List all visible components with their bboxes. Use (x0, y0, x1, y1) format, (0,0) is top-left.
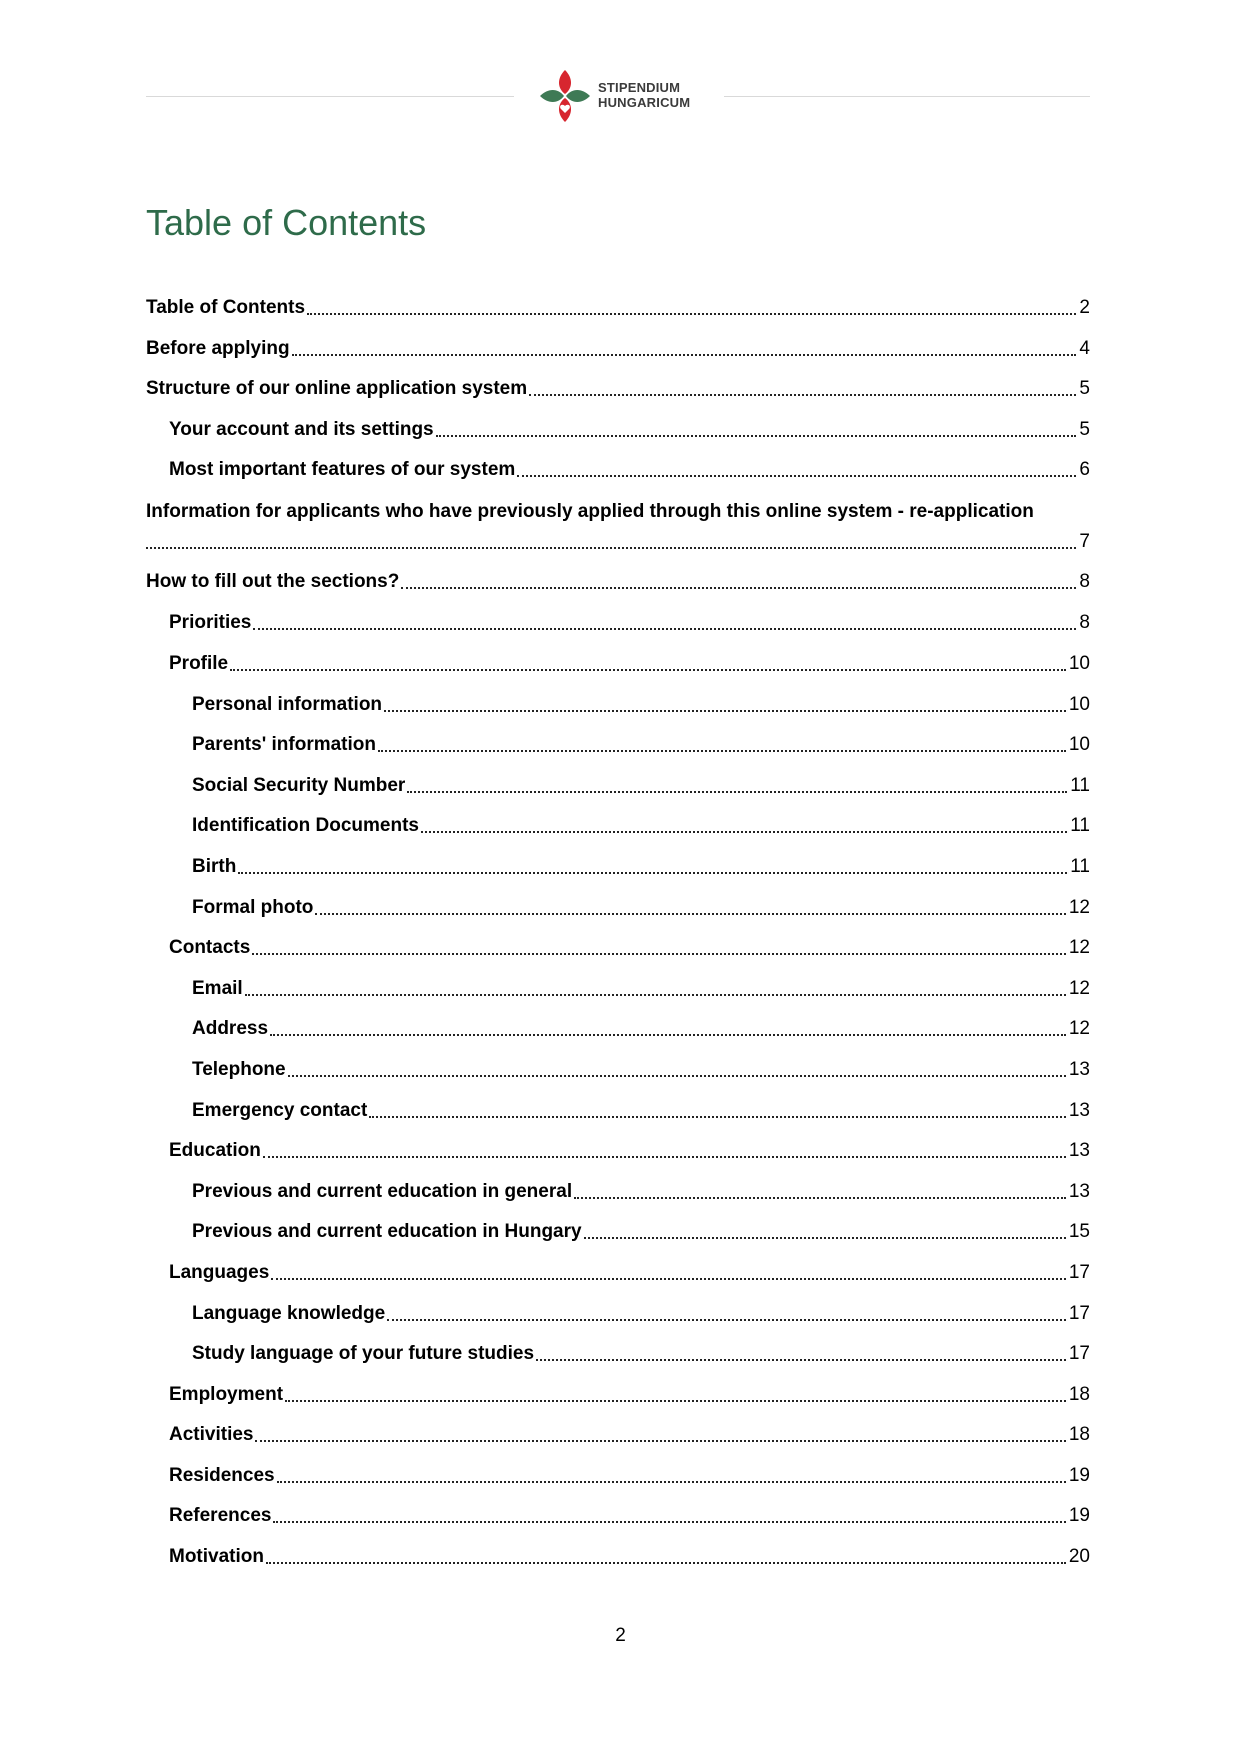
toc-entry-text: Priorities (169, 612, 252, 633)
toc-page-number: 8 (1079, 612, 1090, 633)
toc-page-number: 11 (1070, 815, 1090, 836)
toc-leader (266, 1562, 1066, 1564)
toc-leader (536, 1359, 1066, 1361)
toc-page-number: 5 (1079, 419, 1090, 440)
toc-page-number: 12 (1068, 1018, 1090, 1039)
toc-entry[interactable] (192, 814, 1090, 838)
toc-entry[interactable] (169, 611, 1090, 635)
toc-page-number: 12 (1068, 937, 1090, 958)
toc-entry[interactable] (192, 1302, 1090, 1326)
toc-page-number: 19 (1068, 1505, 1090, 1526)
toc-entry[interactable] (169, 1423, 1090, 1447)
toc-entry-text[interactable]: Information for applicants who have previously applied through this online system - re-application (146, 501, 1034, 522)
toc-leader (421, 831, 1067, 833)
toc-leader (255, 1440, 1065, 1442)
toc-leader (277, 1481, 1066, 1483)
toc-leader (584, 1237, 1066, 1239)
toc-entry-text: Parents' information (192, 734, 376, 755)
toc-leader (574, 1197, 1066, 1199)
toc-entry[interactable] (169, 936, 1090, 960)
toc-entry-text: Telephone (192, 1059, 286, 1080)
toc-entry[interactable] (169, 1464, 1090, 1488)
toc-page-number: 15 (1068, 1221, 1090, 1242)
toc-entry[interactable] (169, 418, 1090, 442)
toc-leader (387, 1319, 1066, 1321)
toc-entry[interactable] (192, 693, 1090, 717)
toc-entry-text: Previous and current education in Hungary (192, 1221, 582, 1242)
toc-page-number: 12 (1068, 897, 1090, 918)
toc-leader (517, 475, 1076, 477)
logo-line-1: STIPENDIUM (598, 80, 681, 95)
toc-entry-text: Identification Documents (192, 815, 419, 836)
toc-page-number: 2 (1079, 297, 1090, 318)
toc-entry-text: Contacts (169, 937, 251, 958)
toc-entry-text: Your account and its settings (169, 419, 434, 440)
toc-leader (292, 354, 1077, 356)
toc-leader (307, 313, 1076, 315)
logo-line-2: HUNGARICUM (598, 95, 691, 110)
toc-entry-text: Structure of our online application system (146, 378, 528, 399)
toc-entry[interactable] (146, 377, 1090, 401)
toc-entry[interactable] (146, 296, 1090, 320)
toc-entry[interactable] (169, 652, 1090, 676)
toc-page-number: 13 (1068, 1181, 1090, 1202)
toc-entry-text: Birth (192, 856, 237, 877)
toc-leader (253, 628, 1076, 630)
stipendium-hungaricum-logo (538, 66, 714, 126)
toc-entry-text: Social Security Number (192, 775, 406, 796)
toc-leader (288, 1075, 1066, 1077)
toc-leader (238, 872, 1067, 874)
toc-entry[interactable] (192, 977, 1090, 1001)
toc-leader (384, 710, 1066, 712)
header-rule-right (724, 96, 1090, 97)
toc-entry[interactable] (192, 1180, 1090, 1204)
toc-entry-text: Study language of your future studies (192, 1343, 535, 1364)
toc-page-number: 17 (1068, 1303, 1090, 1324)
toc-leader (245, 994, 1066, 996)
toc-entry-text: Emergency contact (192, 1100, 368, 1121)
toc-page-number: 8 (1079, 571, 1090, 592)
toc-page-number: 17 (1068, 1262, 1090, 1283)
toc-page-number: 13 (1068, 1140, 1090, 1161)
toc-entry[interactable] (146, 570, 1090, 594)
toc-entry-text: Before applying (146, 338, 290, 359)
toc-leader (436, 435, 1077, 437)
toc-entry[interactable] (192, 896, 1090, 920)
page-header (146, 66, 1090, 126)
toc-entry-text: Formal photo (192, 897, 314, 918)
toc-page-number: 18 (1068, 1384, 1090, 1405)
toc-page-number: 13 (1068, 1100, 1090, 1121)
toc-leader (270, 1034, 1066, 1036)
toc-leader (378, 750, 1066, 752)
toc-entry[interactable] (146, 337, 1090, 361)
toc-entry-text: Education (169, 1140, 261, 1161)
header-rule-left (146, 96, 514, 97)
toc-page-number: 6 (1079, 459, 1090, 480)
page-number: 2 (615, 1625, 626, 1646)
toc-entry[interactable] (192, 1017, 1090, 1041)
toc-entry-text: Personal information (192, 694, 383, 715)
toc-entry[interactable] (169, 458, 1090, 482)
toc-leader (273, 1521, 1065, 1523)
toc-page-number: 17 (1068, 1343, 1090, 1364)
toc-page-number: 10 (1068, 694, 1090, 715)
toc-page-number: 10 (1068, 653, 1090, 674)
toc-entry[interactable] (192, 855, 1090, 879)
toc-entry[interactable] (192, 1342, 1090, 1366)
toc-entry[interactable] (169, 1383, 1090, 1407)
toc-entry-text: Motivation (169, 1546, 264, 1567)
toc-leader (252, 953, 1066, 955)
toc-entry[interactable] (169, 1504, 1090, 1528)
toc-entry-text: Email (192, 978, 243, 999)
toc-entry-text: Profile (169, 653, 229, 674)
toc-entry-text: Employment (169, 1384, 284, 1405)
toc-leader (407, 791, 1067, 793)
toc-entry-text: How to fill out the sections? (146, 571, 400, 592)
toc-entry[interactable] (146, 530, 1090, 554)
toc-entry-text: Languages (169, 1262, 270, 1283)
logo-flower-icon (538, 68, 592, 124)
toc-page-number: 11 (1070, 775, 1090, 796)
toc-page-number: 4 (1079, 338, 1090, 359)
toc-page-number: 5 (1079, 378, 1090, 399)
toc-entry[interactable] (169, 1545, 1090, 1569)
toc-page-number: 10 (1068, 734, 1090, 755)
toc-entry[interactable] (192, 1220, 1090, 1244)
toc-entry-text: Address (192, 1018, 269, 1039)
toc-entry[interactable] (192, 733, 1090, 757)
toc-leader (315, 913, 1065, 915)
toc-entry[interactable] (169, 1261, 1090, 1285)
toc-entry-text: Previous and current education in general (192, 1181, 573, 1202)
toc-entry[interactable] (192, 1099, 1090, 1123)
toc-entry-text: Language knowledge (192, 1303, 386, 1324)
toc-leader (146, 547, 1076, 549)
toc-leader (271, 1278, 1066, 1280)
toc-page-number: 20 (1068, 1546, 1090, 1567)
toc-entry-text: Table of Contents (146, 297, 306, 318)
toc-entry[interactable] (192, 774, 1090, 798)
toc-page-number: 13 (1068, 1059, 1090, 1080)
toc-page-number: 7 (1079, 531, 1090, 552)
toc-leader (529, 394, 1076, 396)
toc-entry[interactable] (192, 1058, 1090, 1082)
toc-entry-text: Residences (169, 1465, 275, 1486)
toc-entry-text: References (169, 1505, 272, 1526)
toc-leader (263, 1156, 1066, 1158)
toc-page-number: 11 (1070, 856, 1090, 877)
toc-entry-text: Most important features of our system (169, 459, 516, 480)
logo-wordmark (598, 80, 690, 110)
page-title: Table of Contents (146, 202, 427, 243)
toc-page-number: 18 (1068, 1424, 1090, 1445)
toc-page-number: 19 (1068, 1465, 1090, 1486)
toc-entry-text: Activities (169, 1424, 254, 1445)
toc-page-number: 12 (1068, 978, 1090, 999)
toc-leader (285, 1400, 1066, 1402)
toc-entry[interactable] (169, 1139, 1090, 1163)
toc-leader (401, 587, 1076, 589)
toc-leader (369, 1116, 1066, 1118)
toc-leader (230, 669, 1066, 671)
